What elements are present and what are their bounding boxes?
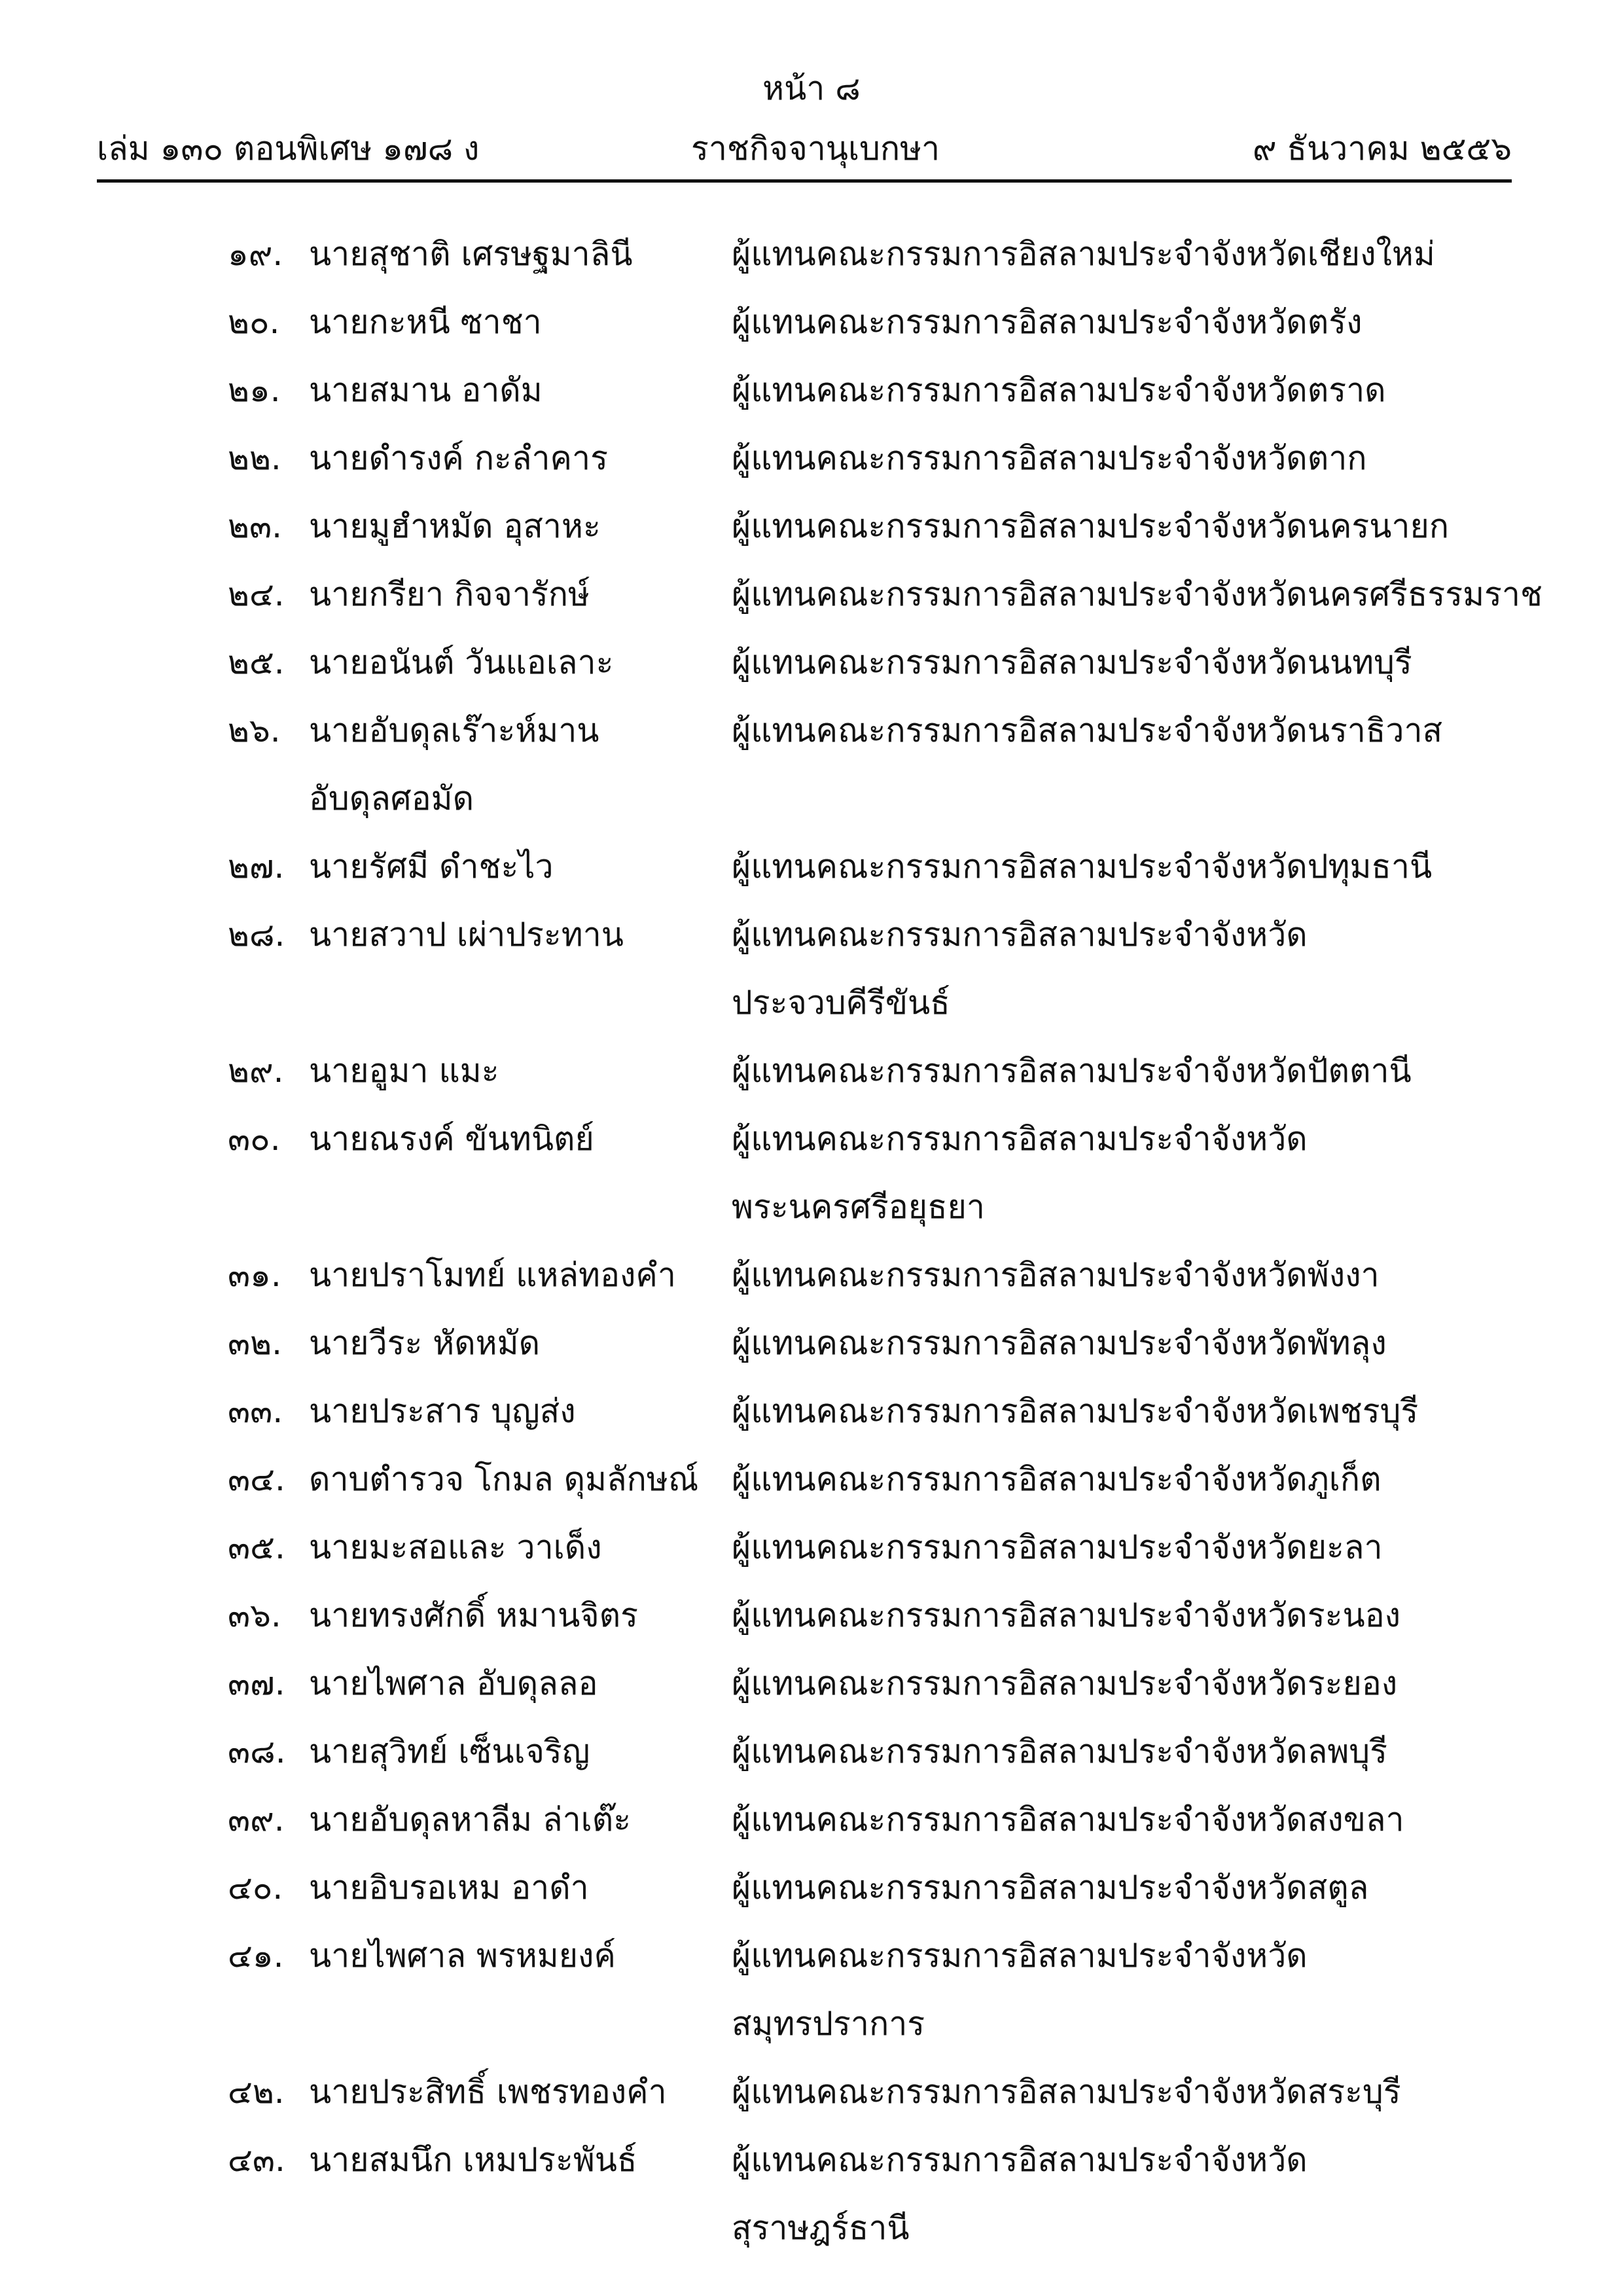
- header-date: ๙ ธันวาคม ๒๕๕๖: [1252, 130, 1512, 168]
- list-item: [0, 1649, 1623, 1717]
- entry-name: นายมะสอและ วาเด็ง: [309, 1528, 602, 1566]
- entry-number: ๓๗.: [228, 1664, 285, 1702]
- entry-role: ผู้แทนคณะกรรมการอิสลามประจำจังหวัด สุราษฎร์ธานี: [732, 2141, 1308, 2247]
- entry-name: นายสวาป เผ่าประทาน: [309, 916, 624, 954]
- list-item: [0, 424, 1623, 492]
- list-item: [0, 1105, 1623, 1241]
- entry-name: นายกรียา กิจจารักษ์: [309, 575, 590, 613]
- list-item: [0, 696, 1623, 833]
- page-number: หน้า ๘: [762, 69, 861, 107]
- header-publication-title: ราชกิจจานุเบกษา: [691, 130, 940, 168]
- entry-number: ๓๙.: [228, 1801, 285, 1839]
- entry-role: ผู้แทนคณะกรรมการอิสลามประจำจังหวัดปัตตานี: [732, 1052, 1412, 1090]
- list-item: [0, 1785, 1623, 1854]
- entry-number: ๒๔.: [228, 575, 285, 613]
- list-item: [0, 1445, 1623, 1513]
- list-item: [0, 560, 1623, 628]
- entry-name: นายทรงศักดิ์ หมานจิตร: [309, 1596, 638, 1634]
- entry-number: ๒๒.: [228, 439, 281, 477]
- entry-number: ๑๙.: [228, 235, 283, 273]
- entry-name: นายอับดุลเร๊าะห์มาน อับดุลศอมัด: [309, 711, 599, 817]
- list-item: [0, 356, 1623, 424]
- list-item: [0, 1513, 1623, 1581]
- entry-name: นายประสาร บุญส่ง: [309, 1392, 576, 1430]
- header-volume-issue: เล่ม ๑๓๐ ตอนพิเศษ ๑๗๘ ง: [97, 130, 480, 168]
- entry-role: ผู้แทนคณะกรรมการอิสลามประจำจังหวัดระยอง: [732, 1664, 1398, 1702]
- entry-list: [0, 220, 1623, 2262]
- entry-role: ผู้แทนคณะกรรมการอิสลามประจำจังหวัดสระบุรี: [732, 2073, 1401, 2111]
- entry-role: ผู้แทนคณะกรรมการอิสลามประจำจังหวัดสตูล: [732, 1869, 1369, 1907]
- entry-name: นายณรงค์ ขันทนิตย์: [309, 1120, 594, 1158]
- entry-number: ๒๐.: [228, 303, 280, 341]
- entry-number: ๔๓.: [228, 2141, 285, 2179]
- entry-role: ผู้แทนคณะกรรมการอิสลามประจำจังหวัด พระนครศรีอยุธยา: [732, 1120, 1308, 1226]
- header-rule: [97, 179, 1512, 183]
- entry-role: ผู้แทนคณะกรรมการอิสลามประจำจังหวัดตราด: [732, 371, 1386, 409]
- list-item: [0, 492, 1623, 560]
- entry-role: ผู้แทนคณะกรรมการอิสลามประจำจังหวัด ประจวบคีรีขันธ์: [732, 916, 1308, 1022]
- entry-role: ผู้แทนคณะกรรมการอิสลามประจำจังหวัด สมุทรปราการ: [732, 1937, 1308, 2043]
- list-item: [0, 628, 1623, 696]
- entry-number: ๒๓.: [228, 507, 283, 545]
- entry-name: นายดำรงค์ กะลำคาร: [309, 439, 608, 477]
- entry-name: นายสมนึก เหมประพันธ์: [309, 2141, 637, 2179]
- entry-number: ๓๒.: [228, 1324, 283, 1362]
- list-item: [0, 1309, 1623, 1377]
- entry-role: ผู้แทนคณะกรรมการอิสลามประจำจังหวัดยะลา: [732, 1528, 1383, 1566]
- entry-number: ๓๓.: [228, 1392, 283, 1430]
- list-item: [0, 1922, 1623, 2058]
- list-item: [0, 1241, 1623, 1309]
- entry-number: ๒๗.: [228, 848, 285, 886]
- entry-name: นายไพศาล พรหมยงค์: [309, 1937, 616, 1975]
- entry-name: ดาบตำรวจ โกมล ดุมลักษณ์: [309, 1460, 699, 1498]
- entry-number: ๓๐.: [228, 1120, 281, 1158]
- entry-role: ผู้แทนคณะกรรมการอิสลามประจำจังหวัดระนอง: [732, 1596, 1401, 1634]
- entry-name: นายอนันต์ วันแอเลาะ: [309, 643, 614, 681]
- entry-number: ๒๑.: [228, 371, 281, 409]
- entry-role: ผู้แทนคณะกรรมการอิสลามประจำจังหวัดสงขลา: [732, 1801, 1404, 1839]
- list-item: [0, 901, 1623, 1037]
- entry-role: ผู้แทนคณะกรรมการอิสลามประจำจังหวัดเพชรบุรี: [732, 1392, 1419, 1430]
- entry-number: ๔๐.: [228, 1869, 283, 1907]
- entry-number: ๒๘.: [228, 916, 285, 954]
- entry-role: ผู้แทนคณะกรรมการอิสลามประจำจังหวัดนราธิวาส: [732, 711, 1443, 749]
- entry-number: ๒๖.: [228, 711, 281, 749]
- entry-number: ๓๕.: [228, 1528, 285, 1566]
- entry-name: นายรัศมี ดำชะไว: [309, 848, 554, 886]
- entry-number: ๔๒.: [228, 2073, 285, 2111]
- entry-name: นายอูมา แมะ: [309, 1052, 499, 1090]
- entry-name: นายกะหนี ซาชา: [309, 303, 542, 341]
- entry-role: ผู้แทนคณะกรรมการอิสลามประจำจังหวัดนครนายก: [732, 507, 1450, 545]
- list-item: [0, 1377, 1623, 1445]
- entry-role: ผู้แทนคณะกรรมการอิสลามประจำจังหวัดปทุมธานี: [732, 848, 1433, 886]
- entry-role: ผู้แทนคณะกรรมการอิสลามประจำจังหวัดตาก: [732, 439, 1367, 477]
- list-item: [0, 2058, 1623, 2126]
- entry-role: ผู้แทนคณะกรรมการอิสลามประจำจังหวัดพัทลุง: [732, 1324, 1387, 1362]
- entry-number: ๒๙.: [228, 1052, 284, 1090]
- entry-number: ๓๑.: [228, 1256, 281, 1294]
- list-item: [0, 1581, 1623, 1649]
- entry-name: นายอับดุลหาลีม ล่าเต๊ะ: [309, 1801, 632, 1839]
- entry-name: นายสุวิทย์ เซ็นเจริญ: [309, 1732, 590, 1770]
- entry-role: ผู้แทนคณะกรรมการอิสลามประจำจังหวัดนนทบุรี: [732, 643, 1412, 681]
- list-item: [0, 1854, 1623, 1922]
- entry-name: นายมูฮำหมัด อุสาหะ: [309, 507, 601, 545]
- list-item: [0, 220, 1623, 288]
- entry-number: ๓๖.: [228, 1596, 281, 1634]
- entry-name: นายวีระ หัดหมัด: [309, 1324, 541, 1362]
- entry-name: นายอิบรอเหม อาดำ: [309, 1869, 589, 1907]
- entry-name: นายสุชาติ เศรษฐมาลินี: [309, 235, 633, 273]
- entry-name: นายสมาน อาดัม: [309, 371, 543, 409]
- entry-role: ผู้แทนคณะกรรมการอิสลามประจำจังหวัดภูเก็ต: [732, 1460, 1382, 1498]
- entry-role: ผู้แทนคณะกรรมการอิสลามประจำจังหวัดตรัง: [732, 303, 1363, 341]
- list-item: [0, 2126, 1623, 2262]
- entry-name: นายปราโมทย์ แหล่ทองคำ: [309, 1256, 676, 1294]
- list-item: [0, 1037, 1623, 1105]
- list-item: [0, 833, 1623, 901]
- entry-role: ผู้แทนคณะกรรมการอิสลามประจำจังหวัดพังงา: [732, 1256, 1380, 1294]
- list-item: [0, 288, 1623, 356]
- entry-name: นายไพศาล อับดุลลอ: [309, 1664, 598, 1702]
- list-item: [0, 1717, 1623, 1785]
- entry-number: ๔๑.: [228, 1937, 284, 1975]
- gazette-header: [97, 126, 1512, 171]
- entry-role: ผู้แทนคณะกรรมการอิสลามประจำจังหวัดเชียงใหม่: [732, 235, 1435, 273]
- entry-number: ๓๔.: [228, 1460, 285, 1498]
- entry-role: ผู้แทนคณะกรรมการอิสลามประจำจังหวัดนครศรีธรรมราช: [732, 575, 1543, 613]
- entry-role: ผู้แทนคณะกรรมการอิสลามประจำจังหวัดลพบุรี: [732, 1732, 1387, 1770]
- entry-name: นายประสิทธิ์ เพชรทองคำ: [309, 2073, 667, 2111]
- entry-number: ๒๕.: [228, 643, 285, 681]
- entry-number: ๓๘.: [228, 1732, 286, 1770]
